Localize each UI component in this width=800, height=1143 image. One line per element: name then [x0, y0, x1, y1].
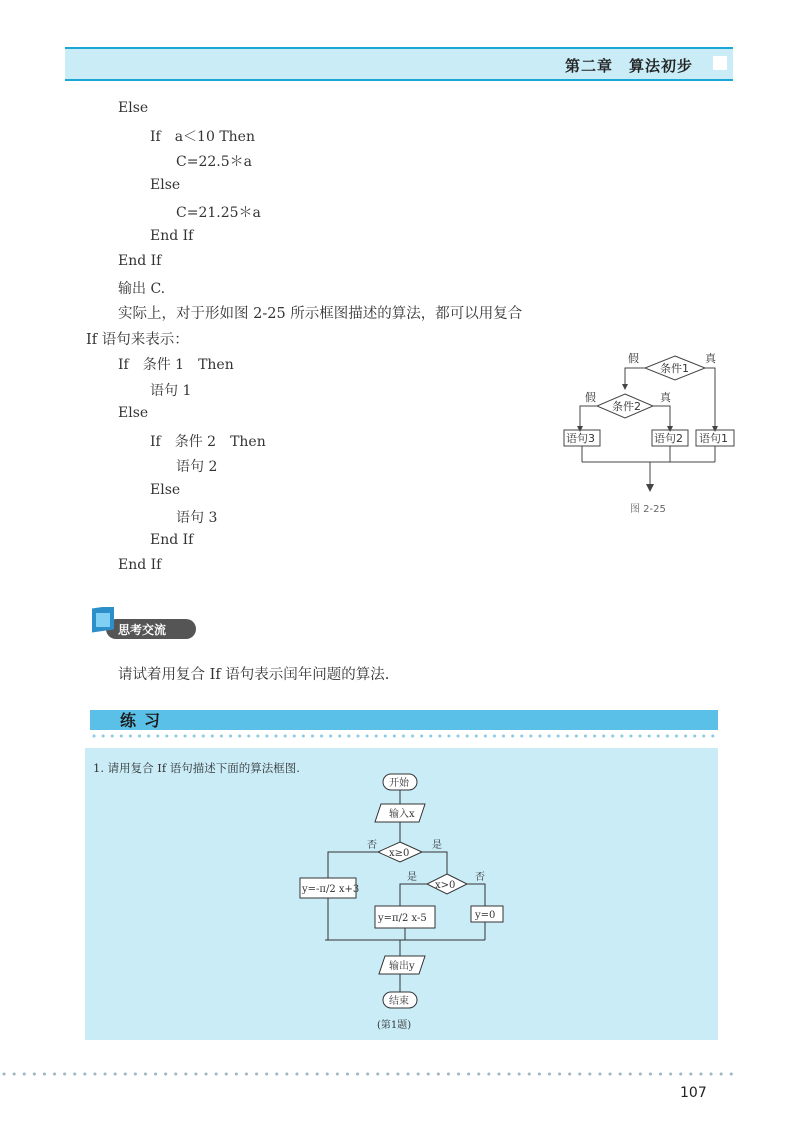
- stmt2-label: 语句2: [654, 432, 683, 445]
- code-line: Else: [118, 405, 149, 421]
- input-label: 输入x: [389, 809, 415, 820]
- code-line: Else: [150, 482, 181, 498]
- code-line: End If: [118, 253, 162, 269]
- practice-title: 练习: [120, 711, 169, 730]
- false-label: 假: [585, 391, 596, 404]
- code-line: End If: [150, 228, 194, 244]
- cond2-label: x>0: [435, 880, 456, 891]
- code-line: 语句 2: [176, 459, 218, 475]
- code-line: End If: [118, 557, 162, 573]
- code-line: If 条件 2 Then: [150, 434, 266, 450]
- branch-mid-label: y=π/2 x-5: [378, 913, 427, 924]
- flowchart-exercise-1: [295, 770, 525, 1035]
- figure-caption: 图 2-25: [630, 504, 666, 515]
- code-line: End If: [150, 532, 194, 548]
- code-line: If 条件 1 Then: [118, 357, 234, 373]
- code-line: 语句 3: [176, 510, 218, 526]
- cond2-label: 条件2: [612, 400, 641, 413]
- practice-header-bar: [90, 710, 718, 730]
- dotted-divider: [92, 733, 718, 739]
- yes-label: 是: [432, 840, 442, 851]
- false-label: 假: [628, 352, 639, 365]
- think-badge-label: 思考交流: [118, 623, 167, 637]
- exercise-text: 1. 请用复合 If 语句描述下面的算法框图.: [93, 761, 300, 775]
- no-label: 否: [475, 872, 485, 883]
- end-label: 结束: [389, 996, 409, 1007]
- stmt3-label: 语句3: [566, 432, 595, 445]
- flowchart-2-25: [560, 348, 740, 518]
- code-line: Else: [150, 177, 181, 193]
- output-label: 输出y: [389, 961, 415, 972]
- branch-left-label: y=-π/2 x+3: [302, 884, 360, 895]
- cond1-label: x≥0: [389, 848, 410, 859]
- true-label: 真: [705, 352, 716, 365]
- cube-icon: [96, 613, 110, 627]
- code-line: If a＜10 Then: [150, 129, 255, 145]
- code-line: 输出 C.: [118, 281, 166, 297]
- header-square-decoration: [713, 56, 727, 70]
- stmt1-label: 语句1: [699, 432, 728, 445]
- code-line: C=21.25＊a: [176, 205, 261, 221]
- chapter-header: [65, 47, 733, 81]
- think-discuss-badge: [88, 607, 200, 641]
- code-line: C=22.5＊a: [176, 154, 252, 170]
- paragraph-line: If 语句来表示：: [86, 332, 189, 348]
- chapter-title: 第二章 算法初步: [564, 57, 693, 75]
- think-question: 请试着用复合 If 语句表示闰年问题的算法.: [118, 667, 390, 683]
- branch-right-label: y=0: [475, 910, 496, 921]
- no-label: 否: [367, 840, 377, 851]
- bottom-dotted-divider: [0, 1071, 740, 1077]
- start-label: 开始: [389, 778, 409, 789]
- exercise-caption: (第1题): [377, 1020, 412, 1031]
- code-line: Else: [118, 100, 149, 116]
- cond1-label: 条件1: [660, 362, 689, 375]
- page-number: 107: [680, 1085, 707, 1101]
- yes-label: 是: [407, 872, 417, 883]
- paragraph-line: 实际上，对于形如图 2-25 所示框图描述的算法，都可以用复合: [118, 306, 523, 322]
- true-label: 真: [660, 391, 671, 404]
- code-line: 语句 1: [150, 383, 192, 399]
